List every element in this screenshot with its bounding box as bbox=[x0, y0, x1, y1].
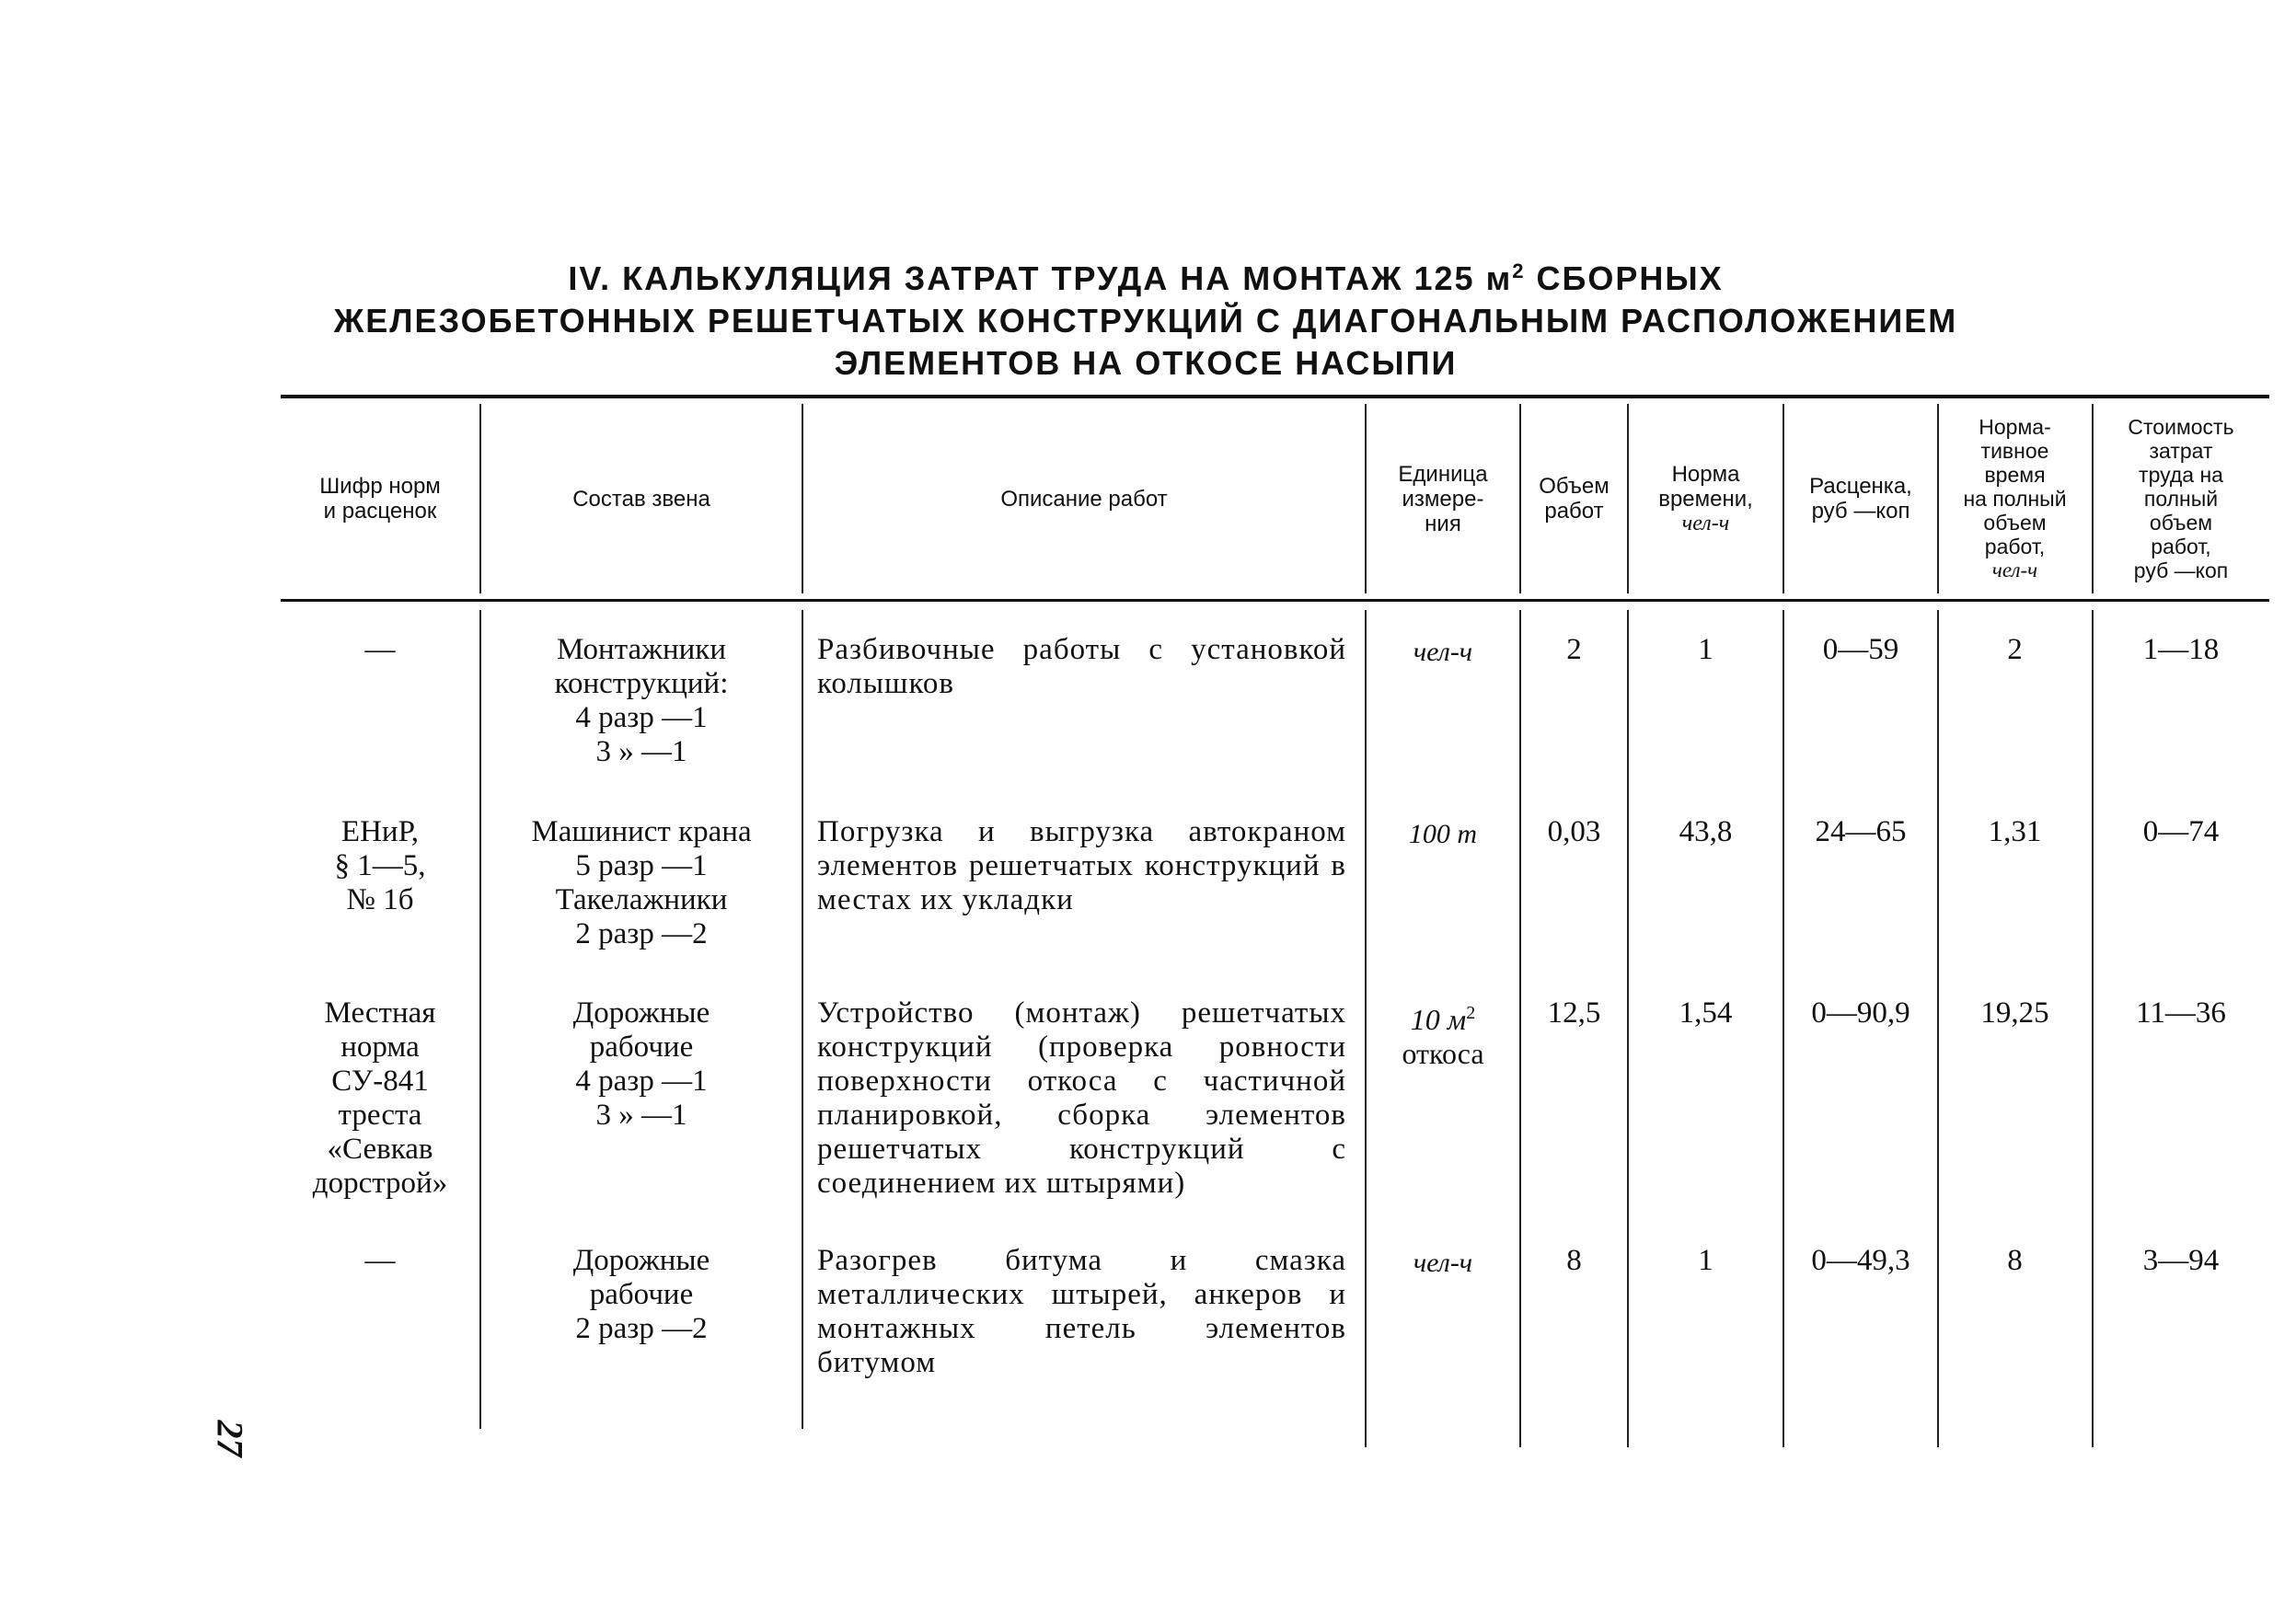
cell-rate: 0—90,9 bbox=[1811, 996, 1910, 1030]
title-line-1: IV. КАЛЬКУЛЯЦИЯ ЗАТРАТ ТРУДА НА МОНТАЖ 125 $м^2$ СБОРНЫХ bbox=[568, 259, 1724, 297]
cell-volume: 0,03 bbox=[1547, 815, 1601, 848]
table-top-rule-ext bbox=[2012, 395, 2269, 398]
cell-crew: Дорожные рабочие 4 разр —1 3 » —1 bbox=[572, 996, 710, 1132]
cell-description: Разогрев битума и смазка металлических штырей, анкеров и монтажных петель элементов битумом bbox=[817, 1244, 1346, 1379]
cell-unit: чел-ч bbox=[1413, 637, 1473, 667]
cell-cost: 11—36 bbox=[2136, 996, 2226, 1030]
cell-normative-time: 8 bbox=[2007, 1244, 2023, 1277]
cell-rate: 24—65 bbox=[1815, 815, 1907, 848]
cell-crew: Монтажники конструкций: 4 разр —1 3 » —1 bbox=[554, 633, 729, 768]
header-norm: Норма времени, чел-ч bbox=[1658, 461, 1753, 535]
cell-norm: 1 bbox=[1698, 633, 1713, 666]
cell-volume: 12,5 bbox=[1547, 996, 1601, 1030]
header-code: Шифр норм и расценок bbox=[319, 474, 441, 524]
header-rate: Расценка, руб —коп bbox=[1809, 474, 1912, 524]
cell-cost: 3—94 bbox=[2142, 1244, 2220, 1277]
header-bottom-rule-ext bbox=[2012, 599, 2269, 602]
title-line-3: ЭЛЕМЕНТОВ НА ОТКОСЕ НАСЫПИ bbox=[834, 344, 1458, 382]
cell-unit: 10 $м^2$ откоса bbox=[1402, 1003, 1484, 1070]
cell-code: Местная норма СУ-841 треста «Севкав дорстрой» bbox=[312, 996, 448, 1200]
header-cost: Стоимость затрат труда на полный объем работ, руб —коп bbox=[2128, 415, 2234, 582]
cell-unit: чел-ч bbox=[1413, 1248, 1473, 1278]
header-bottom-rule bbox=[281, 599, 2012, 602]
document-title bbox=[285, 250, 2006, 385]
cell-rate: 0—49,3 bbox=[1811, 1244, 1910, 1277]
cell-description: Разбивочные работы с установкой колышков bbox=[817, 633, 1346, 700]
cell-code: — bbox=[364, 633, 396, 666]
cell-rate: 0—59 bbox=[1822, 633, 1899, 666]
header-crew: Состав звена bbox=[572, 486, 710, 512]
cell-description: Погрузка и выгрузка автокраном элементов решетчатых конструкций в местах их укладки bbox=[817, 815, 1346, 916]
cell-crew: Машинист крана 5 разр —1 Такелажники 2 разр —2 bbox=[531, 815, 752, 950]
column-divider bbox=[802, 610, 803, 1429]
cell-cost: 0—74 bbox=[2142, 815, 2220, 848]
cell-cost: 1—18 bbox=[2142, 633, 2220, 666]
page-number: 27 bbox=[209, 1420, 251, 1457]
cell-code: ЕНиР, § 1—5, № 1б bbox=[334, 815, 426, 916]
cell-normative-time: 19,25 bbox=[1980, 996, 2049, 1030]
header-normative-time: Норма- тивное время на полный объем работ, чел-ч bbox=[1963, 415, 2067, 581]
cell-norm: 1,54 bbox=[1679, 996, 1733, 1030]
cell-volume: 8 bbox=[1566, 1244, 1582, 1277]
cell-normative-time: 1,31 bbox=[1988, 815, 2042, 848]
header-description: Описание работ bbox=[1000, 486, 1168, 512]
cell-normative-time: 2 bbox=[2007, 633, 2023, 666]
cell-code: — bbox=[364, 1244, 396, 1277]
header-unit: Единица измере- ния bbox=[1398, 461, 1488, 536]
title-line-2: ЖЕЛЕЗОБЕТОННЫХ РЕШЕТЧАТЫХ КОНСТРУКЦИЙ С ДИАГОНАЛЬНЫМ РАСПОЛОЖЕНИЕМ bbox=[333, 302, 1958, 340]
table-top-rule bbox=[281, 395, 2012, 398]
cell-description: Устройство (монтаж) решетчатых конструкций (проверка ровности поверхности откоса с частичной планировкой, сборка элементов решетчатых конструкций с соединением их штырями) bbox=[817, 996, 1346, 1200]
cell-crew: Дорожные рабочие 2 разр —2 bbox=[572, 1244, 710, 1345]
cell-volume: 2 bbox=[1566, 633, 1582, 666]
header-volume: Объем работ bbox=[1539, 474, 1610, 524]
cell-norm: 1 bbox=[1698, 1244, 1713, 1277]
cell-norm: 43,8 bbox=[1679, 815, 1733, 848]
cell-unit: 100 т bbox=[1408, 819, 1478, 849]
